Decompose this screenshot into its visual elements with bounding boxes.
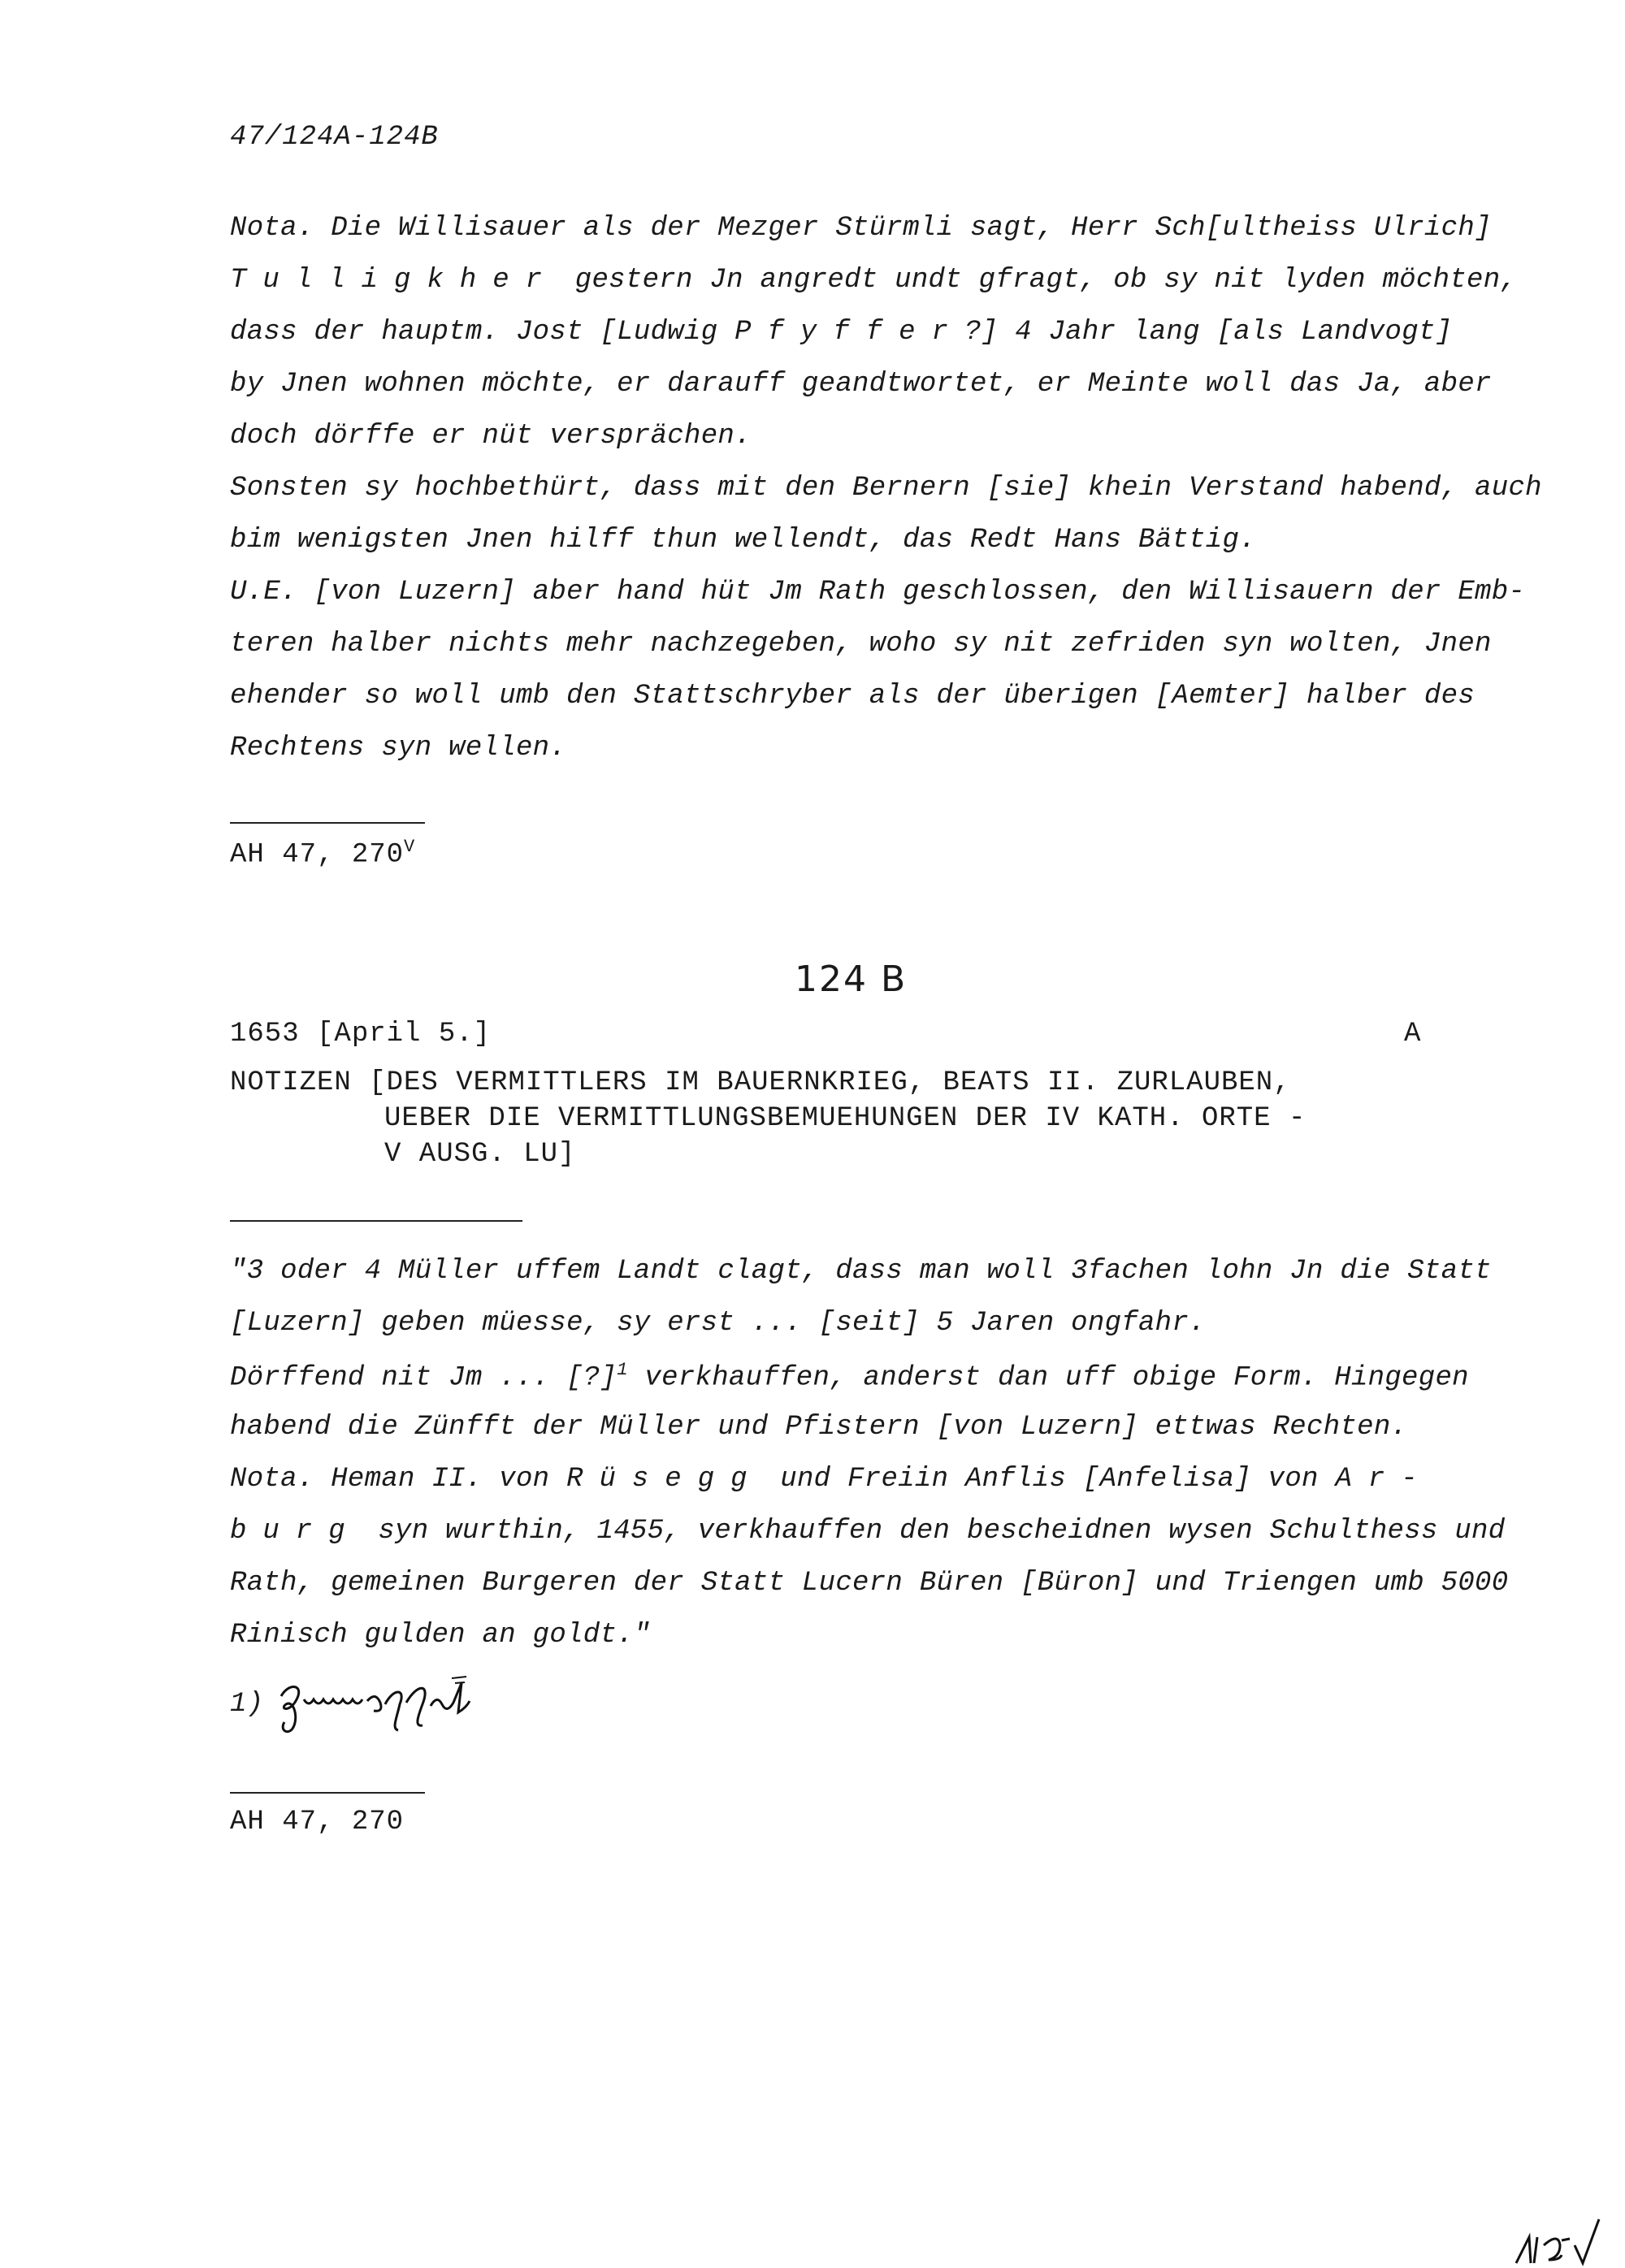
spaced-name: Ar-	[1335, 1464, 1434, 1495]
divider	[230, 822, 425, 824]
source-reference: AH 47, $270^V$	[230, 837, 416, 871]
text-line: Tulligkher gestern Jn angredt undt gfragt, ob sy nit lyden möchten,	[230, 265, 1518, 296]
text-line: Nota. Die Willisauer als der Mezger Stürmli sagt, Herr Sch[ultheiss Ulrich]	[230, 213, 1492, 244]
text-line: Dörffend nit Jm ... [?]$^1$ verkhauffen, anderst dan uff obige Form. Hingegen	[230, 1360, 1469, 1394]
spaced-name: Tulligkher	[230, 265, 559, 296]
footnote-marker: 1	[617, 1360, 628, 1380]
text-line: ehender so woll umb den Stattschryber als der überigen [Aemter] halber des	[230, 681, 1476, 712]
page-reference: 47/124A-124B	[230, 122, 439, 153]
title-line: V AUSG. LU]	[384, 1139, 576, 1170]
text-line: burg syn wurthin, 1455, verkhauffen den bescheidnen wysen Schulthess und	[230, 1516, 1506, 1547]
title-line: UEBER DIE VERMITTLUNGSBEMUEHUNGEN DER IV KATH. ORTE -	[384, 1103, 1306, 1134]
divider	[230, 1792, 425, 1794]
entry-number: 124 B	[795, 959, 908, 1000]
text-line: "3 oder 4 Müller uffem Landt clagt, dass man woll 3fachen lohn Jn die Statt	[230, 1256, 1492, 1287]
spaced-name: Pfyffer	[734, 317, 964, 348]
spaced-name: Rüsegg	[566, 1464, 764, 1495]
text-line: Rechtens syn wellen.	[230, 733, 567, 764]
text-line: dass der hauptm. Jost [Ludwig Pfyffer?] 4 Jahr lang [als Landvogt]	[230, 317, 1453, 348]
spaced-name: burg	[230, 1516, 362, 1547]
entry-date: 1653 [April 5.]	[230, 1019, 492, 1050]
text-line: U.E. [von Luzern] aber hand hüt Jm Rath geschlossen, den Willisauern der Emb-	[230, 577, 1526, 608]
text-line: by Jnen wohnen möchte, er darauff geandtwortet, er Meinte woll das Ja, aber	[230, 369, 1492, 400]
text-line: doch dörffe er nüt versprächen.	[230, 421, 752, 452]
version-marker: A	[1404, 1019, 1422, 1050]
footnote-label: 1)	[230, 1689, 264, 1720]
divider	[230, 1220, 522, 1222]
source-reference: AH 47, 270	[230, 1807, 405, 1837]
text-line: Rinisch gulden an goldt."	[230, 1620, 651, 1651]
footnote	[230, 1672, 515, 1737]
page-number-stamp	[1511, 2216, 1609, 2268]
text-line: Nota. Heman II. von Rüsegg und Freiin Anflis [Anfelisa] von Ar-	[230, 1464, 1434, 1495]
text-line: Rath, gemeinen Burgeren der Statt Lucern Büren [Büron] und Triengen umb 5000	[230, 1568, 1509, 1599]
text-line: [Luzern] geben müesse, sy erst ... [seit] 5 Jaren ongfahr.	[230, 1308, 1206, 1339]
handwritten-note	[271, 1672, 515, 1737]
title-line: NOTIZEN [DES VERMITTLERS IM BAUERNKRIEG, BEATS II. ZURLAUBEN,	[230, 1067, 1291, 1098]
text-line: teren halber nichts mehr nachzegeben, woho sy nit zefriden syn wolten, Jnen	[230, 629, 1492, 660]
text-line: bim wenigsten Jnen hilff thun wellendt, das Redt Hans Bättig.	[230, 525, 1256, 556]
text-line: Sonsten sy hochbethürt, dass mit den Bernern [sie] khein Verstand habend, auch	[230, 473, 1542, 504]
text-line: habend die Zünfft der Müller und Pfistern [von Luzern] ettwas Rechten.	[230, 1412, 1408, 1443]
